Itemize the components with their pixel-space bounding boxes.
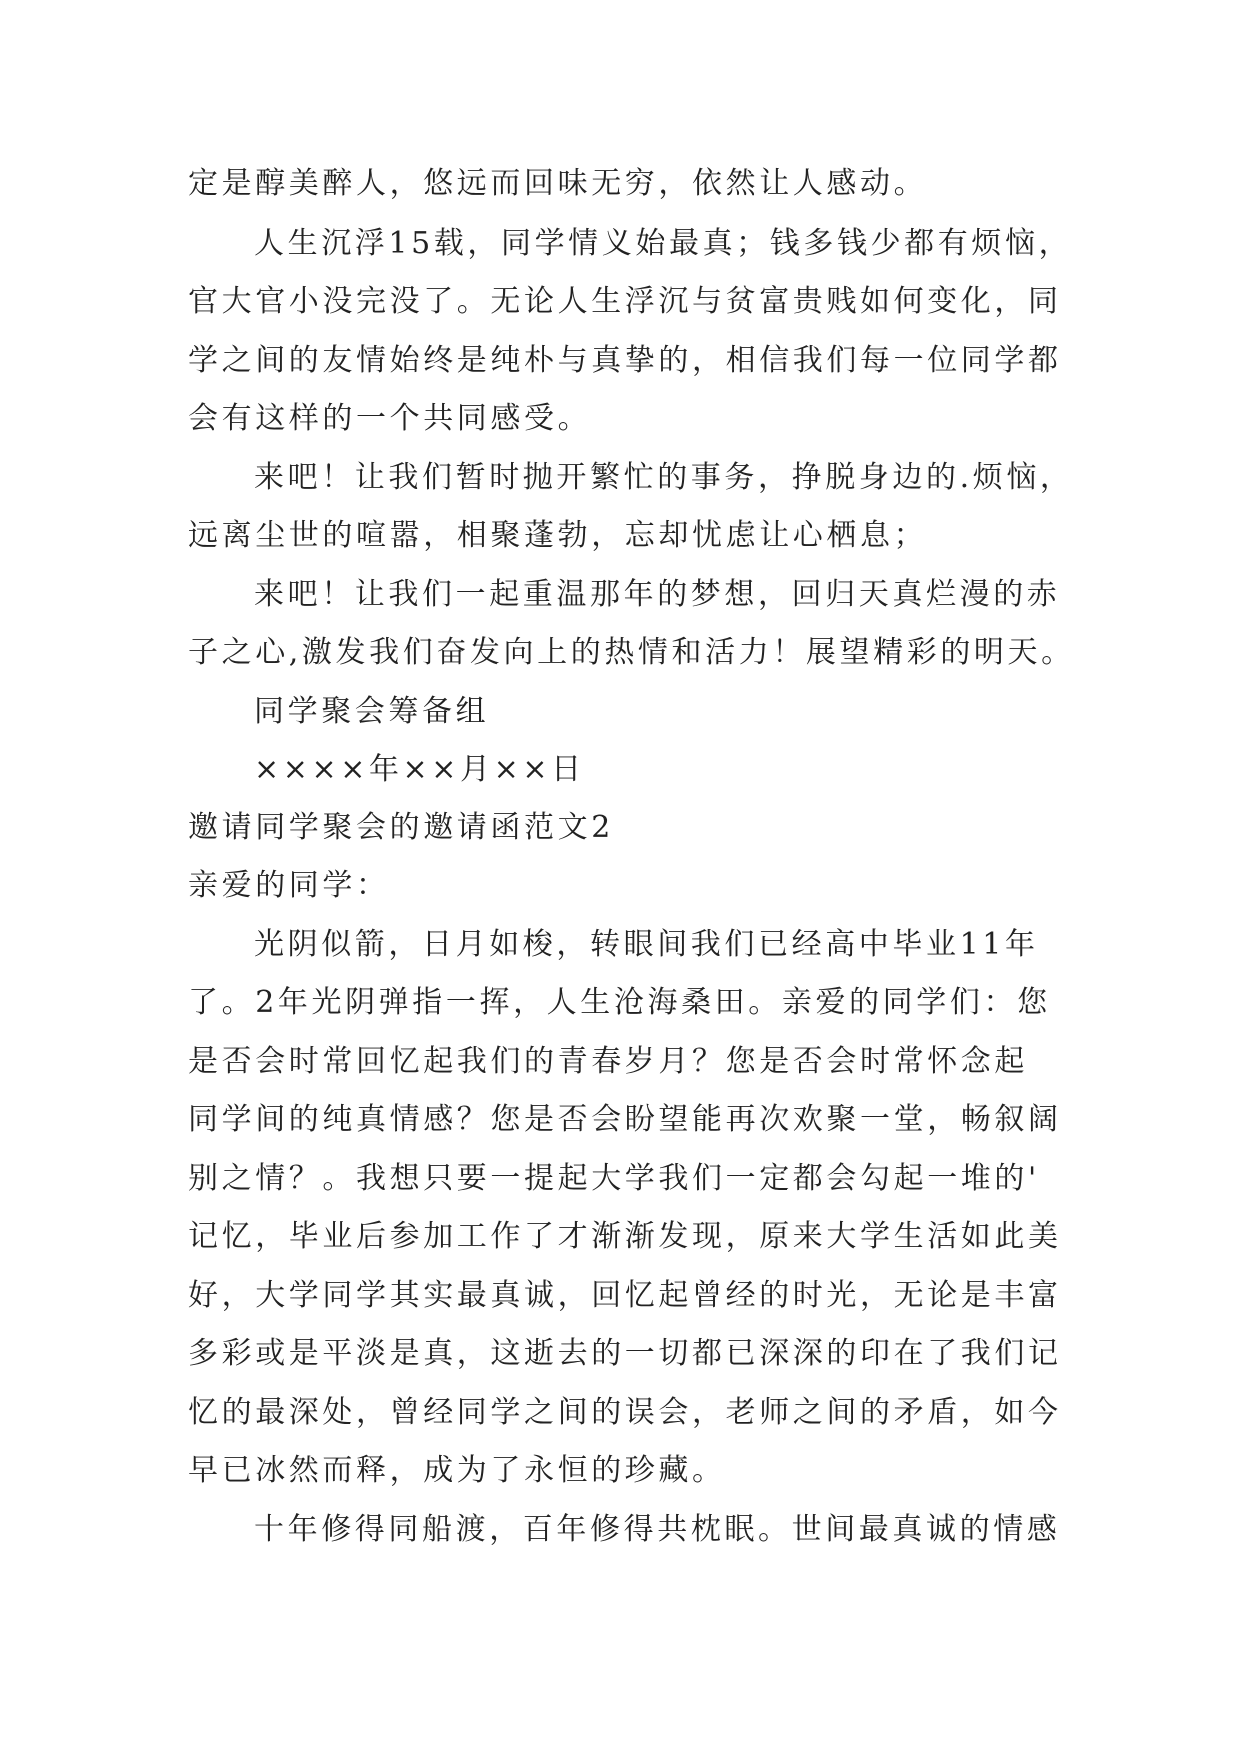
text-line: 官大官小没完没了。无论人生浮沉与贫富贵贱如何变化，同 (188, 284, 1062, 319)
signature-organizer: 同学聚会筹备组 (254, 694, 490, 729)
text-line: 别之情？。我想只要一提起大学我们一定都会勾起一堆的' (188, 1161, 1040, 1196)
text-line: 好，大学同学其实最真诚，回忆起曾经的时光，无论是丰富 (188, 1278, 1062, 1313)
text-line: 十年修得同船渡，百年修得共枕眠。世间最真诚的情感 (254, 1512, 1061, 1547)
salutation: 亲爱的同学： (188, 868, 390, 903)
text-line: 忆的最深处，曾经同学之间的误会，老师之间的矛盾，如今 (188, 1395, 1062, 1430)
text-line: 学之间的友情始终是纯朴与真挚的，相信我们每一位同学都 (188, 343, 1062, 378)
text-line: 了。2年光阴弹指一挥，人生沧海桑田。亲爱的同学们：您 (188, 985, 1051, 1020)
text-line: 人生沉浮15载，同学情义始最真；钱多钱少都有烦恼， (254, 226, 1073, 261)
text-line: 子之心,激发我们奋发向上的热情和活力！展望精彩的明天。 (188, 635, 1075, 670)
text-line: 是否会时常回忆起我们的青春岁月？您是否会时常怀念起 (188, 1044, 1028, 1079)
text-line: 光阴似箭，日月如梭，转眼间我们已经高中毕业11年 (254, 927, 1039, 962)
text-line: 早已冰然而释，成为了永恒的珍藏。 (188, 1453, 726, 1488)
section-heading: 邀请同学聚会的邀请函范文2 (188, 810, 614, 845)
text-line: 远离尘世的喧嚣，相聚蓬勃，忘却忧虑让心栖息； (188, 518, 928, 553)
text-line: 定是醇美醉人，悠远而回味无穷，依然让人感动。 (188, 166, 928, 201)
text-line: 记忆，毕业后参加工作了才渐渐发现，原来大学生活如此美 (188, 1219, 1062, 1254)
text-line: 同学间的纯真情感？您是否会盼望能再次欢聚一堂，畅叙阔 (188, 1102, 1062, 1137)
text-line: 来吧！让我们暂时抛开繁忙的事务，挣脱身边的.烦恼， (254, 460, 1074, 495)
text-line: 多彩或是平淡是真，这逝去的一切都已深深的印在了我们记 (188, 1336, 1062, 1371)
signature-date: ××××年××月××日 (254, 752, 585, 787)
text-line: 来吧！让我们一起重温那年的梦想，回归天真烂漫的赤 (254, 577, 1061, 612)
text-line: 会有这样的一个共同感受。 (188, 401, 592, 436)
